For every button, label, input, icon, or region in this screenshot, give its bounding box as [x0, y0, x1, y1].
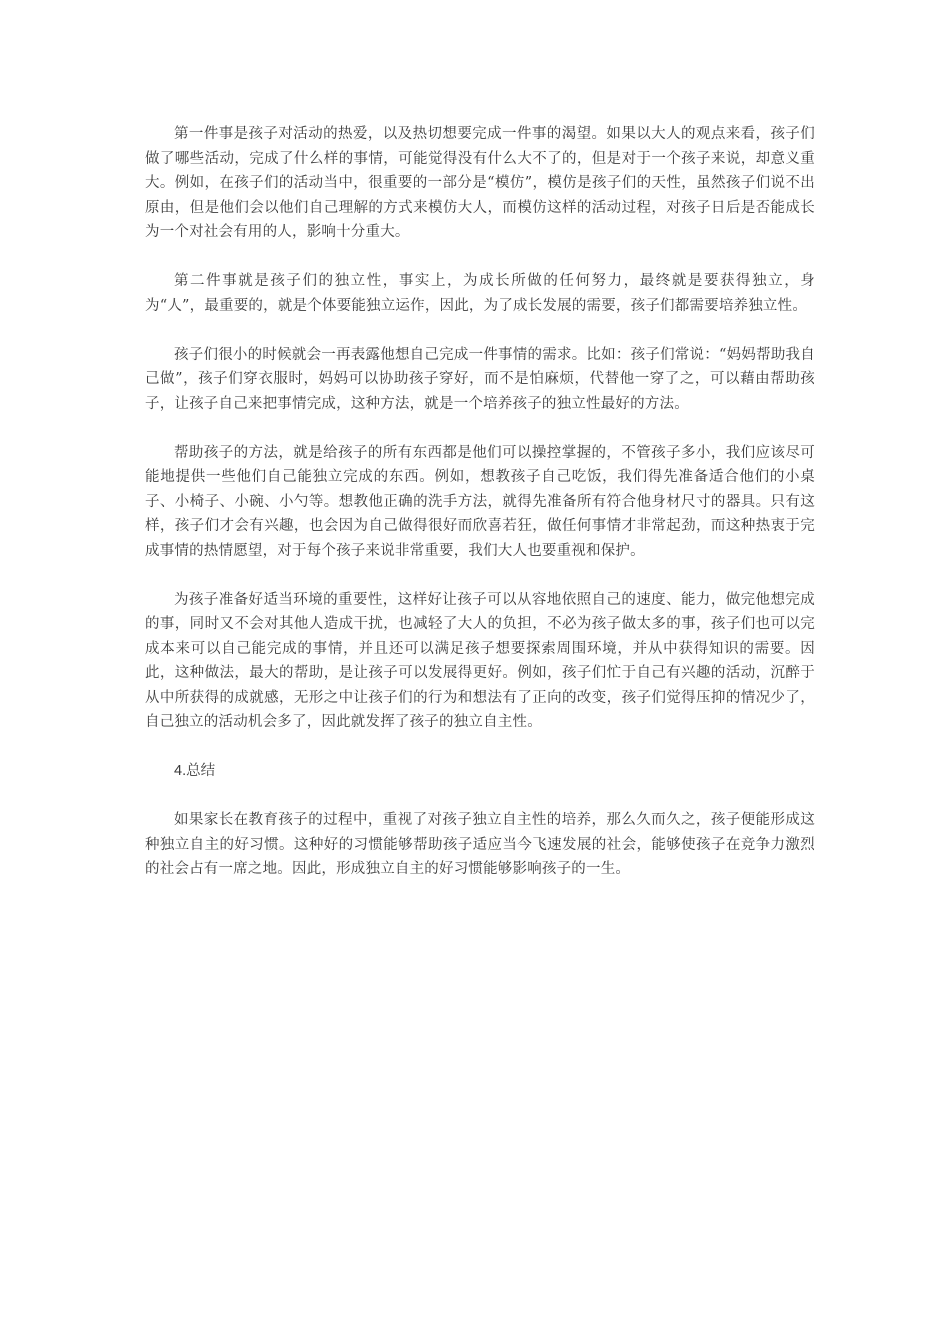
paragraph-5: 为孩子准备好适当环境的重要性，这样好让孩子可以从容地依照自己的速度、能力，做完他想完成的事，同时又不会对其他人造成干扰，也减轻了大人的负担，不必为孩子做太多的事，孩子们也可以完成本来可以自己能完成的事情，并且还可以满足孩子想要探索周围环境，并从中获得知识的需要。因此，这种做法，最大的帮助，是让孩子可以发展得更好。例如，孩子们忙于自己有兴趣的活动，沉醉于从中所获得的成就感，无形之中让孩子们的行为和想法有了正向的改变，孩子们觉得压抑的情况少了，自己独立的活动机会多了，因此就发挥了孩子的独立自主性。: [145, 591, 815, 730]
paragraph-2: 第二件事就是孩子们的独立性，事实上，为成长所做的任何努力，最终就是要获得独立，身为“人”，最重要的，就是个体要能独立运作，因此，为了成长发展的需要，孩子们都需要培养独立性。: [145, 273, 815, 314]
paragraph-3: 孩子们很小的时候就会一再表露他想自己完成一件事情的需求。比如：孩子们常说：“妈妈帮助我自己做”，孩子们穿衣服时，妈妈可以协助孩子穿好，而不是怕麻烦，代替他一穿了之，可以藉由帮助孩子，让孩子自己来把事情完成，这种方法，就是一个培养孩子的独立性最好的方法。: [145, 346, 815, 412]
paragraph-gap: [145, 735, 815, 760]
paragraph-gap: [145, 563, 815, 588]
summary-paragraph: 如果家长在教育孩子的过程中，重视了对孩子独立自主性的培养，那么久而久之，孩子便能形成这种独立自主的好习惯。这种好的习惯能够帮助孩子适应当今飞速发展的社会，能够使孩子在竞争力激烈的社会占有一席之地。因此，形成独立自主的好习惯能够影响孩子的一生。: [145, 812, 815, 877]
document-page: [145, 122, 815, 882]
paragraph-gap: [145, 318, 815, 343]
paragraph-gap: [145, 245, 815, 270]
paragraph-gap: [145, 784, 815, 809]
paragraph-gap: [145, 416, 815, 441]
paragraph-4: 帮助孩子的方法，就是给孩子的所有东西都是他们可以操控掌握的，不管孩子多小，我们应该尽可能地提供一些他们自己能独立完成的东西。例如，想教孩子自己吃饭，我们得先准备适合他们的小桌子、小椅子、小碗、小勺等。想教他正确的洗手方法，就得先准备所有符合他身材尺寸的器具。只有这样，孩子们才会有兴趣，也会因为自己做得很好而欣喜若狂，做任何事情才非常起劲，而这种热衷于完成事情的热情愿望，对于每个孩子来说非常重要，我们大人也要重视和保护。: [145, 444, 815, 559]
paragraph-1: 第一件事是孩子对活动的热爱，以及热切想要完成一件事的渴望。如果以大人的观点来看，孩子们做了哪些活动，完成了什么样的事情，可能觉得没有什么大不了的，但是对于一个孩子来说，却意义重大。例如，在孩子们的活动当中，很重要的一部分是“模仿”，模仿是孩子们的天性，虽然孩子们说不出原由，但是他们会以他们自己理解的方式来模仿大人，而模仿这样的活动过程，对孩子日后是否能成长为一个对社会有用的人，影响十分重大。: [145, 126, 815, 240]
section-heading: 4.总结: [174, 763, 216, 779]
